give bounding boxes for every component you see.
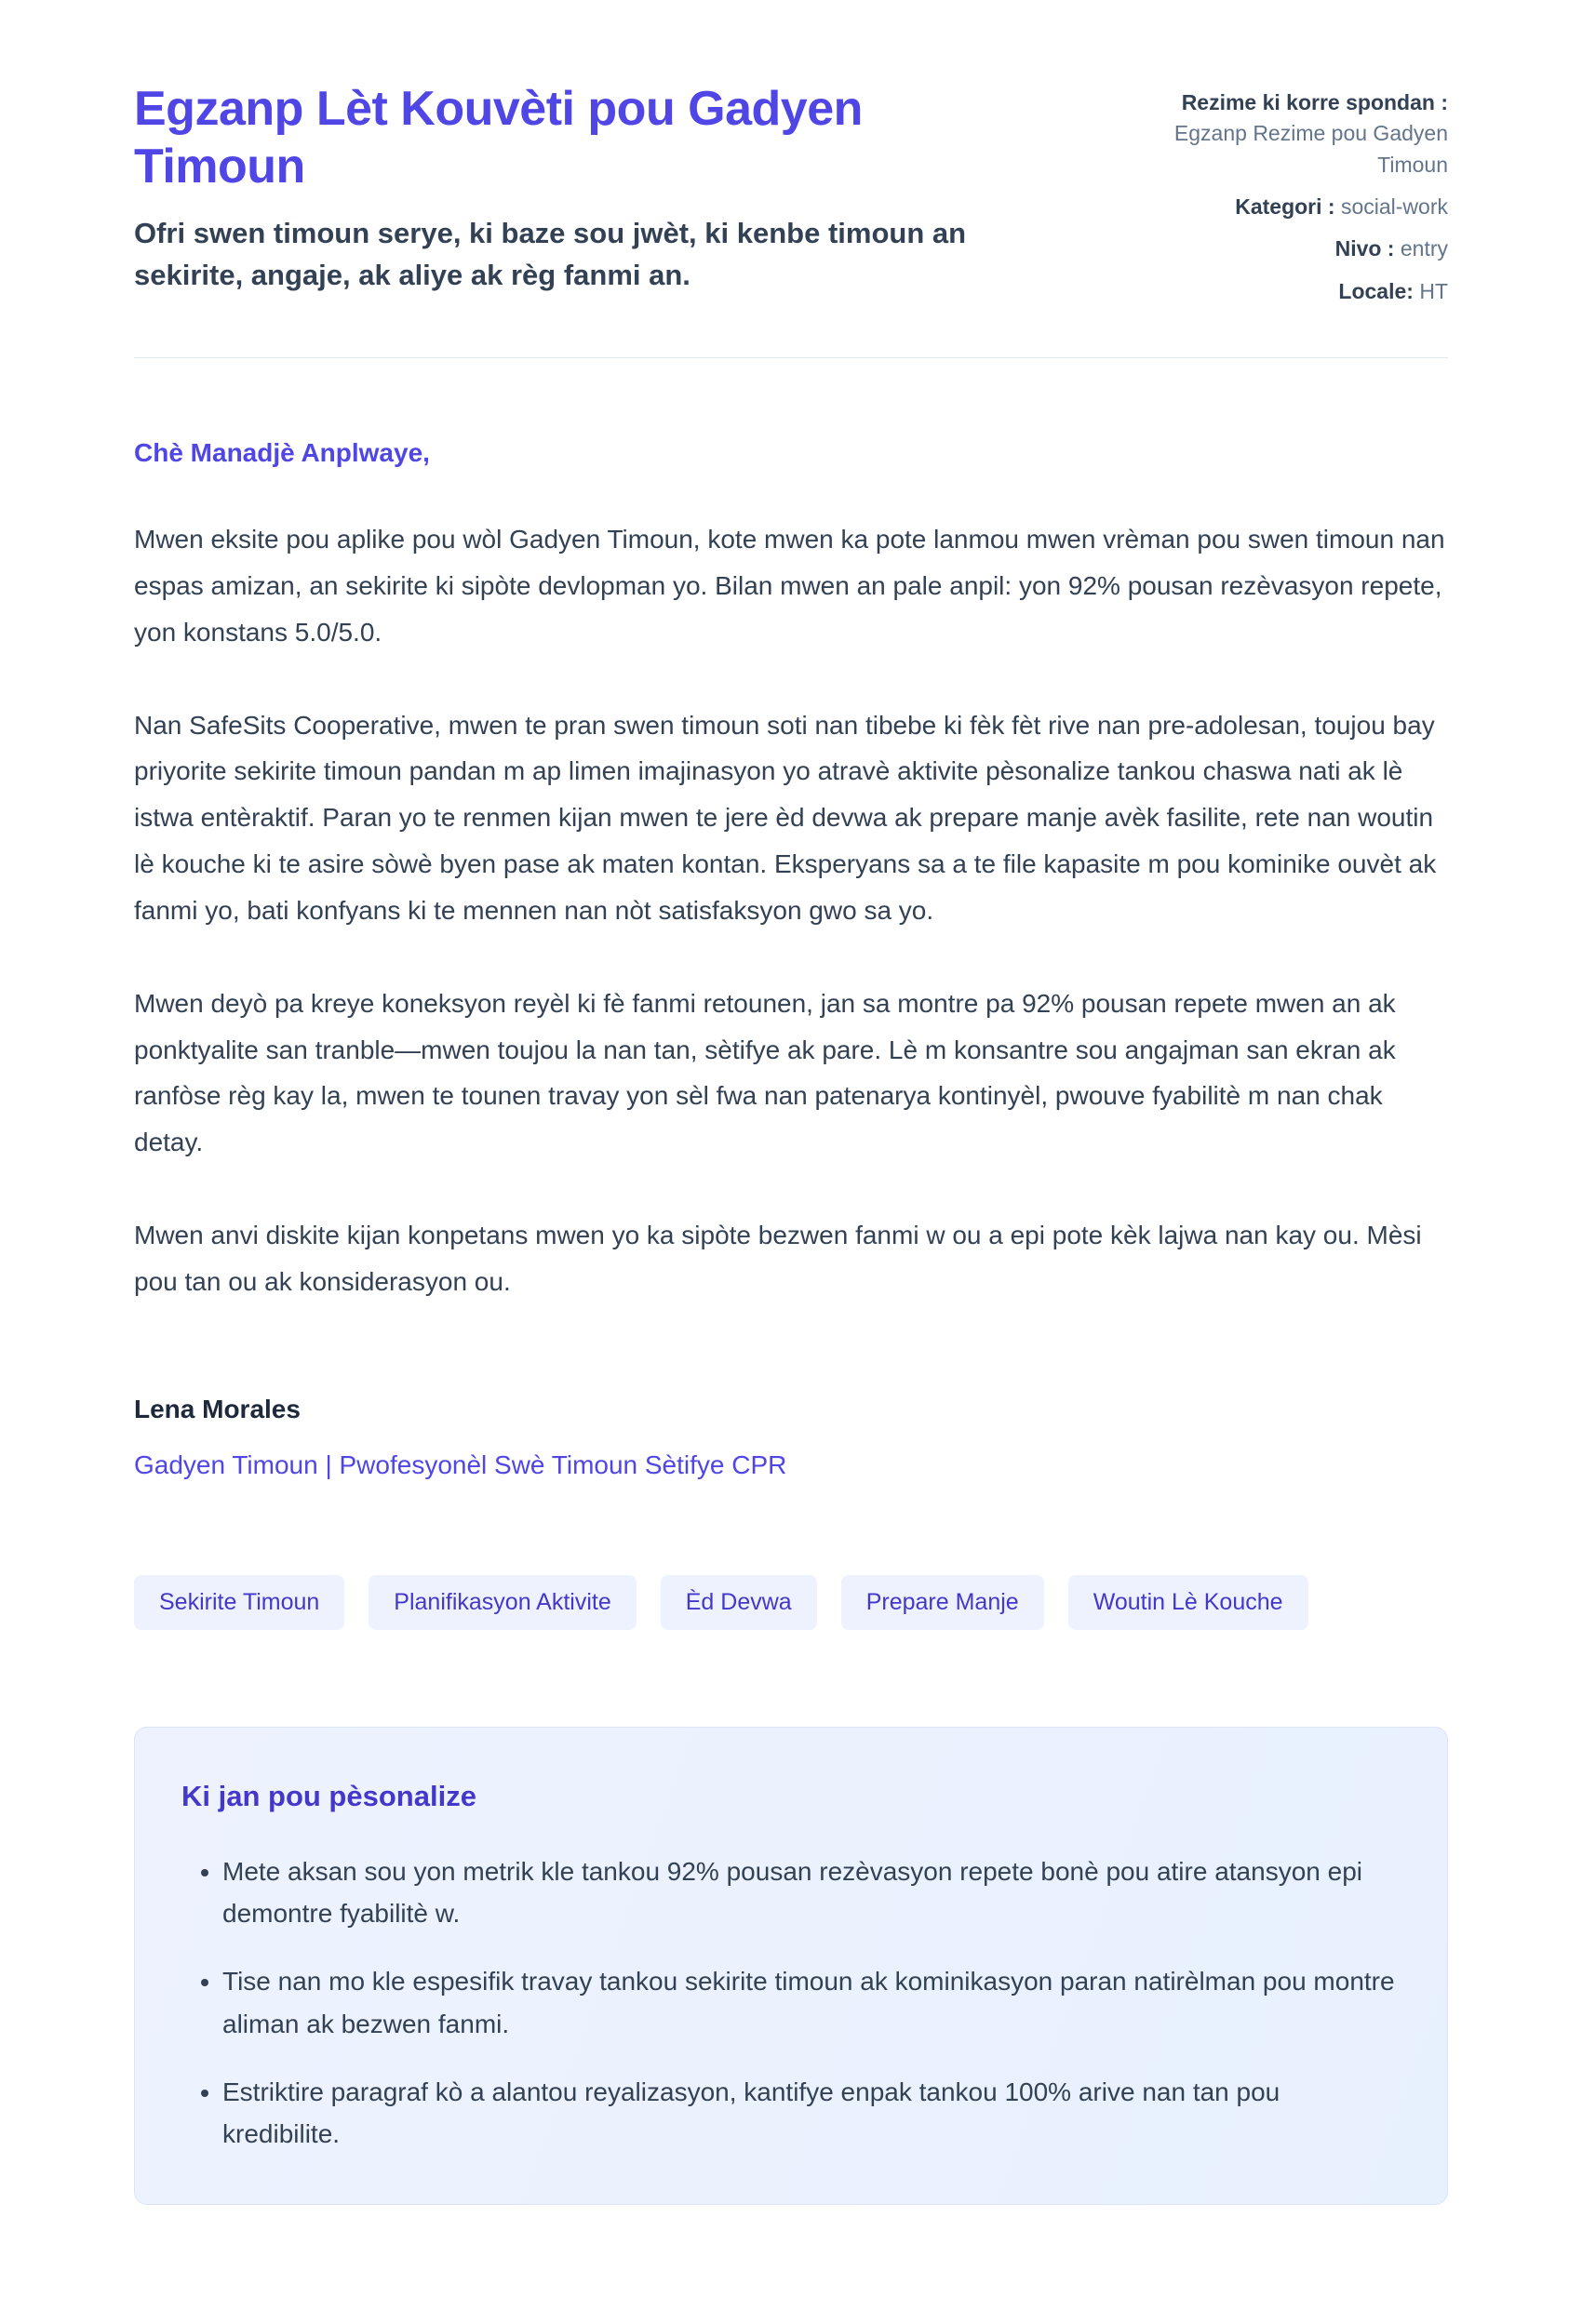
letter-paragraph: Mwen eksite pou aplike pou wòl Gadyen Timoun, kote mwen ka pote lanmou mwen vrèman pou swen timoun nan espas amizan, an sekirite ki sipòte devlopman yo. Bilan mwen an pale anpil: yon 92% pousan rezèvasyon repete, yon konstans 5.0/5.0. (134, 525, 1445, 647)
signature-name: Lena Morales (134, 1394, 301, 1423)
skill-tag[interactable]: Prepare Manje (841, 1575, 1044, 1630)
meta-row-locale (1132, 276, 1448, 307)
header-divider (134, 357, 1448, 358)
meta-level-value: entry (1400, 236, 1448, 261)
callout-tip: • Tise nan mo kle espesifik travay tankou sekirite timoun ak kominikasyon paran natirèlman pou montre aliman ak bezwen fanmi. (222, 1960, 1401, 2045)
meta-level-label: Nivo : (1334, 236, 1395, 261)
callout-tips-list (181, 1850, 1401, 2156)
letter-paragraph: Nan SafeSits Cooperative, mwen te pran swen timoun soti nan tibebe ki fèk fèt rive nan pre-adolesan, toujou bay priyorite sekirite timoun pandan m ap limen imajinasyon yo atravè aktivite pèsonalize tankou chaswa nati ak lè istwa entèraktif. Paran yo te renmen kijan mwen te jere èd devwa ak prepare manje avèk fasilite, rete nan woutin lè kouche ki te asire sòwè byen pase ak maten kontan. Eksperyans sa a te file kapasite m pou kominike ouvèt ak fanmi yo, bati konfyans ki te mennen nan nòt satisfaksyon gwo sa yo. (134, 710, 1437, 925)
page-title: Egzanp Lèt Kouvèti pou Gadyen Timoun (134, 82, 863, 194)
letter-greeting: Chè Manadjè Anplwaye, (134, 438, 430, 468)
callout-tip: • Estriktire paragraf kò a alantou reyalizasyon, kantifye enpak tankou 100% arive nan tan pou kredibilite. (222, 2071, 1401, 2156)
meta-resume-link[interactable]: Egzanp Rezime pou Gadyen Timoun (1173, 121, 1448, 177)
letter-paragraph: Mwen anvi diskite kijan konpetans mwen yo ka sipòte bezwen fanmi w ou a epi pote kèk lajwa nan kay ou. Mèsi pou tan ou ak konsiderasyon ou. (134, 1221, 1422, 1296)
meta-panel (1132, 80, 1448, 307)
meta-category-label: Kategori : (1235, 194, 1335, 220)
skill-tag[interactable]: Sekirite Timoun (134, 1575, 344, 1630)
letter-paragraph: Mwen deyò pa kreye koneksyon reyèl ki fè fanmi retounen, jan sa montre pa 92% pousan repete mwen an ak ponktyalite san tranble—mwen toujou la nan tan, sètifye ak pare. Lè m konsantre sou angajman san ekran ak ranfòse règ kay la, mwen te tounen travay yon sèl fwa nan patenarya kontinyèl, pwouve fyabilitè m nan chak detay. (134, 988, 1396, 1157)
page-header (134, 80, 1448, 307)
letter-body (134, 438, 1448, 1480)
skill-tag[interactable]: Planifikasyon Aktivite (369, 1575, 636, 1630)
meta-category-value: social-work (1340, 194, 1448, 220)
personalize-callout (134, 1727, 1448, 2205)
meta-row-level (1132, 234, 1448, 264)
header-title-block (134, 80, 972, 297)
callout-tip: • Mete aksan sou yon metrik kle tankou 92% pousan rezèvasyon repete bonè pou atire atansyon epi demontre fyabilitè w. (222, 1850, 1401, 1935)
meta-row-category (1132, 192, 1448, 222)
page-subtitle: Ofri swen timoun serye, ki baze sou jwèt, ki kenbe timoun an sekirite, angaje, ak aliye ak règ fanmi an. (134, 216, 967, 291)
meta-row-resume (1132, 87, 1448, 180)
meta-locale-value: HT (1419, 278, 1448, 303)
meta-locale-label: Locale: (1338, 278, 1414, 303)
signature-title: Gadyen Timoun | Pwofesyonèl Swè Timoun Sètifye CPR (134, 1449, 787, 1479)
skill-tag[interactable]: Woutin Lè Kouche (1068, 1575, 1308, 1630)
meta-resume-label: Rezime ki korre spondan : (1181, 90, 1448, 114)
callout-title: Ki jan pou pèsonalize (181, 1779, 476, 1812)
skill-tag[interactable]: Èd Devwa (661, 1575, 817, 1630)
cover-letter-page (134, 0, 1448, 2261)
skill-tags (134, 1575, 1448, 1630)
